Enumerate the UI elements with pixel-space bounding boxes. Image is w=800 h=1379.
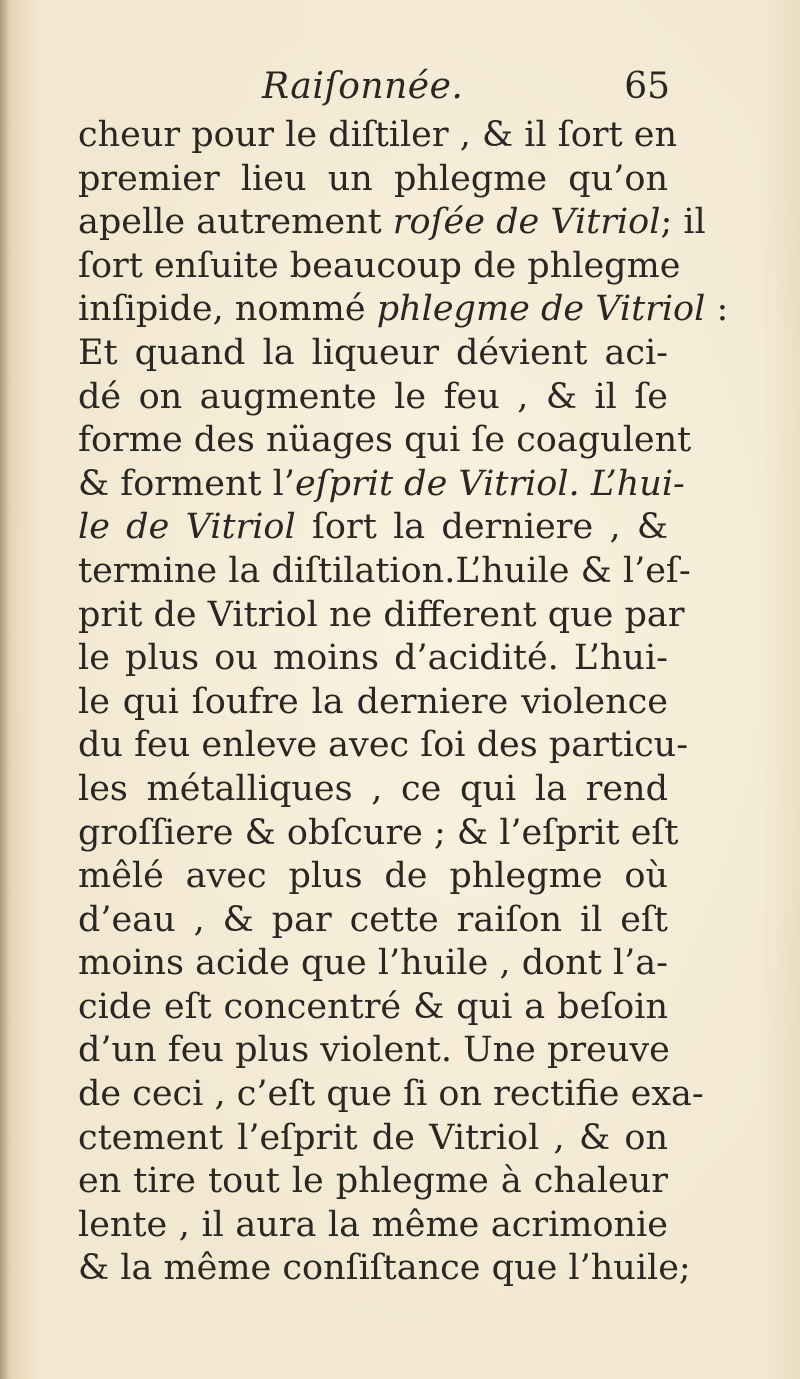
text-segment: en tire tout le phlegme à chaleur	[78, 1161, 668, 1202]
text-segment: les métalliques , ce qui la rend	[78, 768, 668, 809]
text-segment: le qui ſoufre la derniere violence	[78, 681, 668, 722]
text-line	[78, 724, 689, 768]
text-line	[78, 1204, 668, 1248]
text-line	[78, 1247, 691, 1291]
text-line	[78, 594, 685, 638]
text-segment: ſort la derniere , &	[295, 507, 669, 548]
text-segment: apelle autrement	[78, 202, 393, 243]
text-line	[78, 1073, 704, 1117]
text-line	[78, 550, 691, 594]
text-segment: forme des nüages qui ſe coagulent	[78, 420, 692, 461]
text-segment: le plus ou moins d’acidité. L’hui-	[78, 638, 668, 679]
text-line	[78, 463, 685, 507]
text-line	[78, 899, 668, 943]
text-segment: Et quand la liqueur dévient aci-	[78, 332, 668, 373]
text-segment: d’eau , & par cette raiſon il eſt	[78, 899, 668, 940]
text-segment: groſſiere & obſcure ; & l’eſprit eſt	[78, 812, 679, 853]
page-number: 65	[624, 66, 670, 107]
text-segment: dé on augmente le feu , & il ſe	[78, 376, 668, 417]
text-segment: termine la diſtilation.L’huile & l’eſ-	[78, 550, 691, 591]
text-line	[78, 506, 668, 550]
running-title: Raiſonnée.	[262, 66, 464, 107]
text-segment: de ceci , c’eſt que ſi on rectifie exa-	[78, 1074, 704, 1115]
text-segment: premier lieu un phlegme qu’on	[78, 158, 668, 199]
italic-segment: le de Vitriol	[78, 507, 296, 548]
text-segment: & forment l’	[78, 463, 295, 504]
text-line	[78, 1029, 668, 1073]
text-segment: inſipide, nommé	[78, 289, 377, 330]
text-segment: moins acide que l’huile , dont l’a-	[78, 943, 668, 984]
text-line	[78, 681, 668, 725]
text-line	[78, 1160, 668, 1204]
text-line	[78, 419, 692, 463]
text-segment: cheur pour le diſtiler , & il ſort en	[78, 115, 677, 155]
italic-segment: eſprit de Vitriol. L’hui-	[295, 463, 685, 504]
text-line	[78, 942, 668, 986]
text-line	[78, 812, 679, 856]
text-segment: :	[705, 289, 729, 330]
text-line	[78, 288, 729, 332]
text-segment: d’un feu plus violent. Une preuve	[78, 1030, 670, 1071]
text-segment: cide eſt concentré & qui a beſoin	[78, 986, 668, 1027]
text-segment: ſort enſuite beaucoup de phlegme	[78, 245, 681, 286]
text-segment: mêlé avec plus de phlegme où	[78, 856, 668, 897]
text-segment: du feu enleve avec ſoi des particu-	[78, 725, 689, 766]
text-segment: & la même conſiſtance que l’huile;	[78, 1248, 691, 1289]
page-header	[78, 66, 668, 116]
text-line	[78, 637, 668, 681]
binding-gutter-shadow	[0, 0, 10, 1379]
text-segment: ; il	[660, 202, 706, 243]
text-line	[78, 332, 668, 376]
text-line	[78, 158, 668, 202]
text-segment: lente , il aura la même acrimonie	[78, 1204, 668, 1245]
text-line	[78, 986, 668, 1030]
italic-segment: roſée de Vitriol	[392, 202, 661, 243]
text-line	[78, 201, 706, 245]
text-line	[78, 245, 681, 289]
text-line	[78, 376, 668, 420]
text-line	[78, 114, 677, 158]
italic-segment: phlegme de Vitriol	[376, 289, 706, 330]
body-text	[78, 114, 729, 1291]
text-line	[78, 855, 668, 899]
text-segment: ctement l’eſprit de Vitriol , & on	[78, 1117, 668, 1158]
text-line	[78, 768, 668, 812]
text-segment: prit de Vitriol ne different que par	[78, 594, 685, 635]
text-line	[78, 1117, 668, 1161]
